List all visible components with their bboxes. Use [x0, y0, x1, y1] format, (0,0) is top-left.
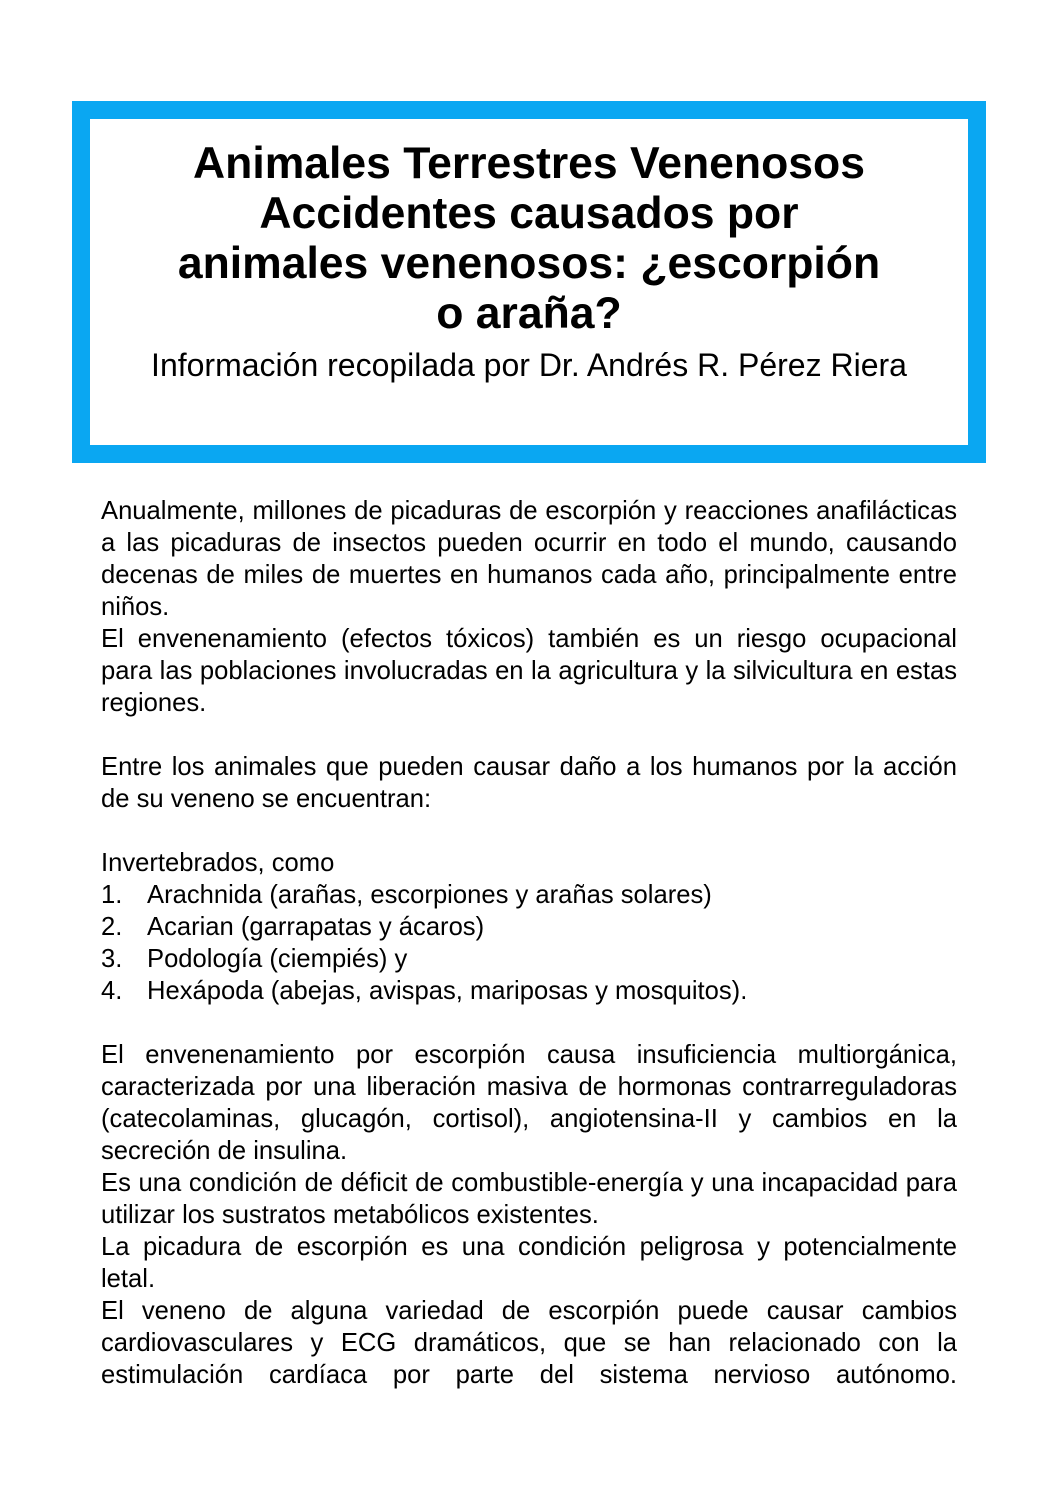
subtitle: Información recopilada por Dr. Andrés R. Pérez Riera	[151, 347, 907, 383]
title-line-3: animales venenosos: ¿escorpión	[177, 239, 881, 288]
list-number: 4.	[101, 977, 123, 1005]
title-line-4: o araña?	[436, 289, 622, 338]
paragraph-5: Es una condición de déficit de combustible-energía y una incapacidad para utilizar los sustratos metabólicos existentes.	[101, 1169, 957, 1229]
list-number: 1.	[101, 881, 123, 909]
list-intro: Invertebrados, como	[101, 849, 335, 877]
list-item	[101, 975, 957, 1007]
list-number: 3.	[101, 945, 123, 973]
paragraph-6: La picadura de escorpión es una condición peligrosa y potencialmente letal.	[101, 1233, 957, 1293]
paragraph-3: Entre los animales que pueden causar daño a los humanos por la acción de su veneno se encuentran:	[101, 753, 957, 813]
document-body	[101, 495, 957, 1391]
list-text: Podología (ciempiés) y	[147, 945, 408, 973]
list-text: Arachnida (arañas, escorpiones y arañas solares)	[147, 881, 712, 909]
invertebrates-list	[101, 879, 957, 1007]
spacer	[101, 1007, 957, 1039]
list-item	[101, 911, 957, 943]
title-box	[72, 101, 986, 463]
list-text: Acarian (garrapatas y ácaros)	[147, 913, 485, 941]
paragraph-7: El veneno de alguna variedad de escorpión puede causar cambios cardiovasculares y ECG dramáticos, que se han relacionado con la estimulación cardíaca por parte del sistema nervioso autónomo.	[101, 1297, 957, 1389]
list-item	[101, 879, 957, 911]
list-text: Hexápoda (abejas, avispas, mariposas y mosquitos).	[147, 977, 748, 1005]
spacer	[101, 815, 957, 847]
paragraph-1: Anualmente, millones de picaduras de escorpión y reacciones anafilácticas a las picaduras de insectos pueden ocurrir en todo el mundo, causando decenas de miles de muertes en humanos cada año, principalmente entre niños.	[101, 497, 957, 621]
list-item	[101, 943, 957, 975]
paragraph-2: El envenenamiento (efectos tóxicos) también es un riesgo ocupacional para las poblaciones involucradas en la agricultura y la silvicultura en estas regiones.	[101, 625, 957, 717]
list-number: 2.	[101, 913, 123, 941]
paragraph-4: El envenenamiento por escorpión causa insuficiencia multiorgánica, caracterizada por una liberación masiva de hormonas contrarreguladoras (catecolaminas, glucagón, cortisol), angiotensina-II y cambios en la secreción de insulina.	[101, 1041, 957, 1165]
title-line-2: Accidentes causados por	[259, 189, 799, 238]
title-line-1: Animales Terrestres Venenosos	[193, 139, 865, 188]
spacer	[101, 719, 957, 751]
